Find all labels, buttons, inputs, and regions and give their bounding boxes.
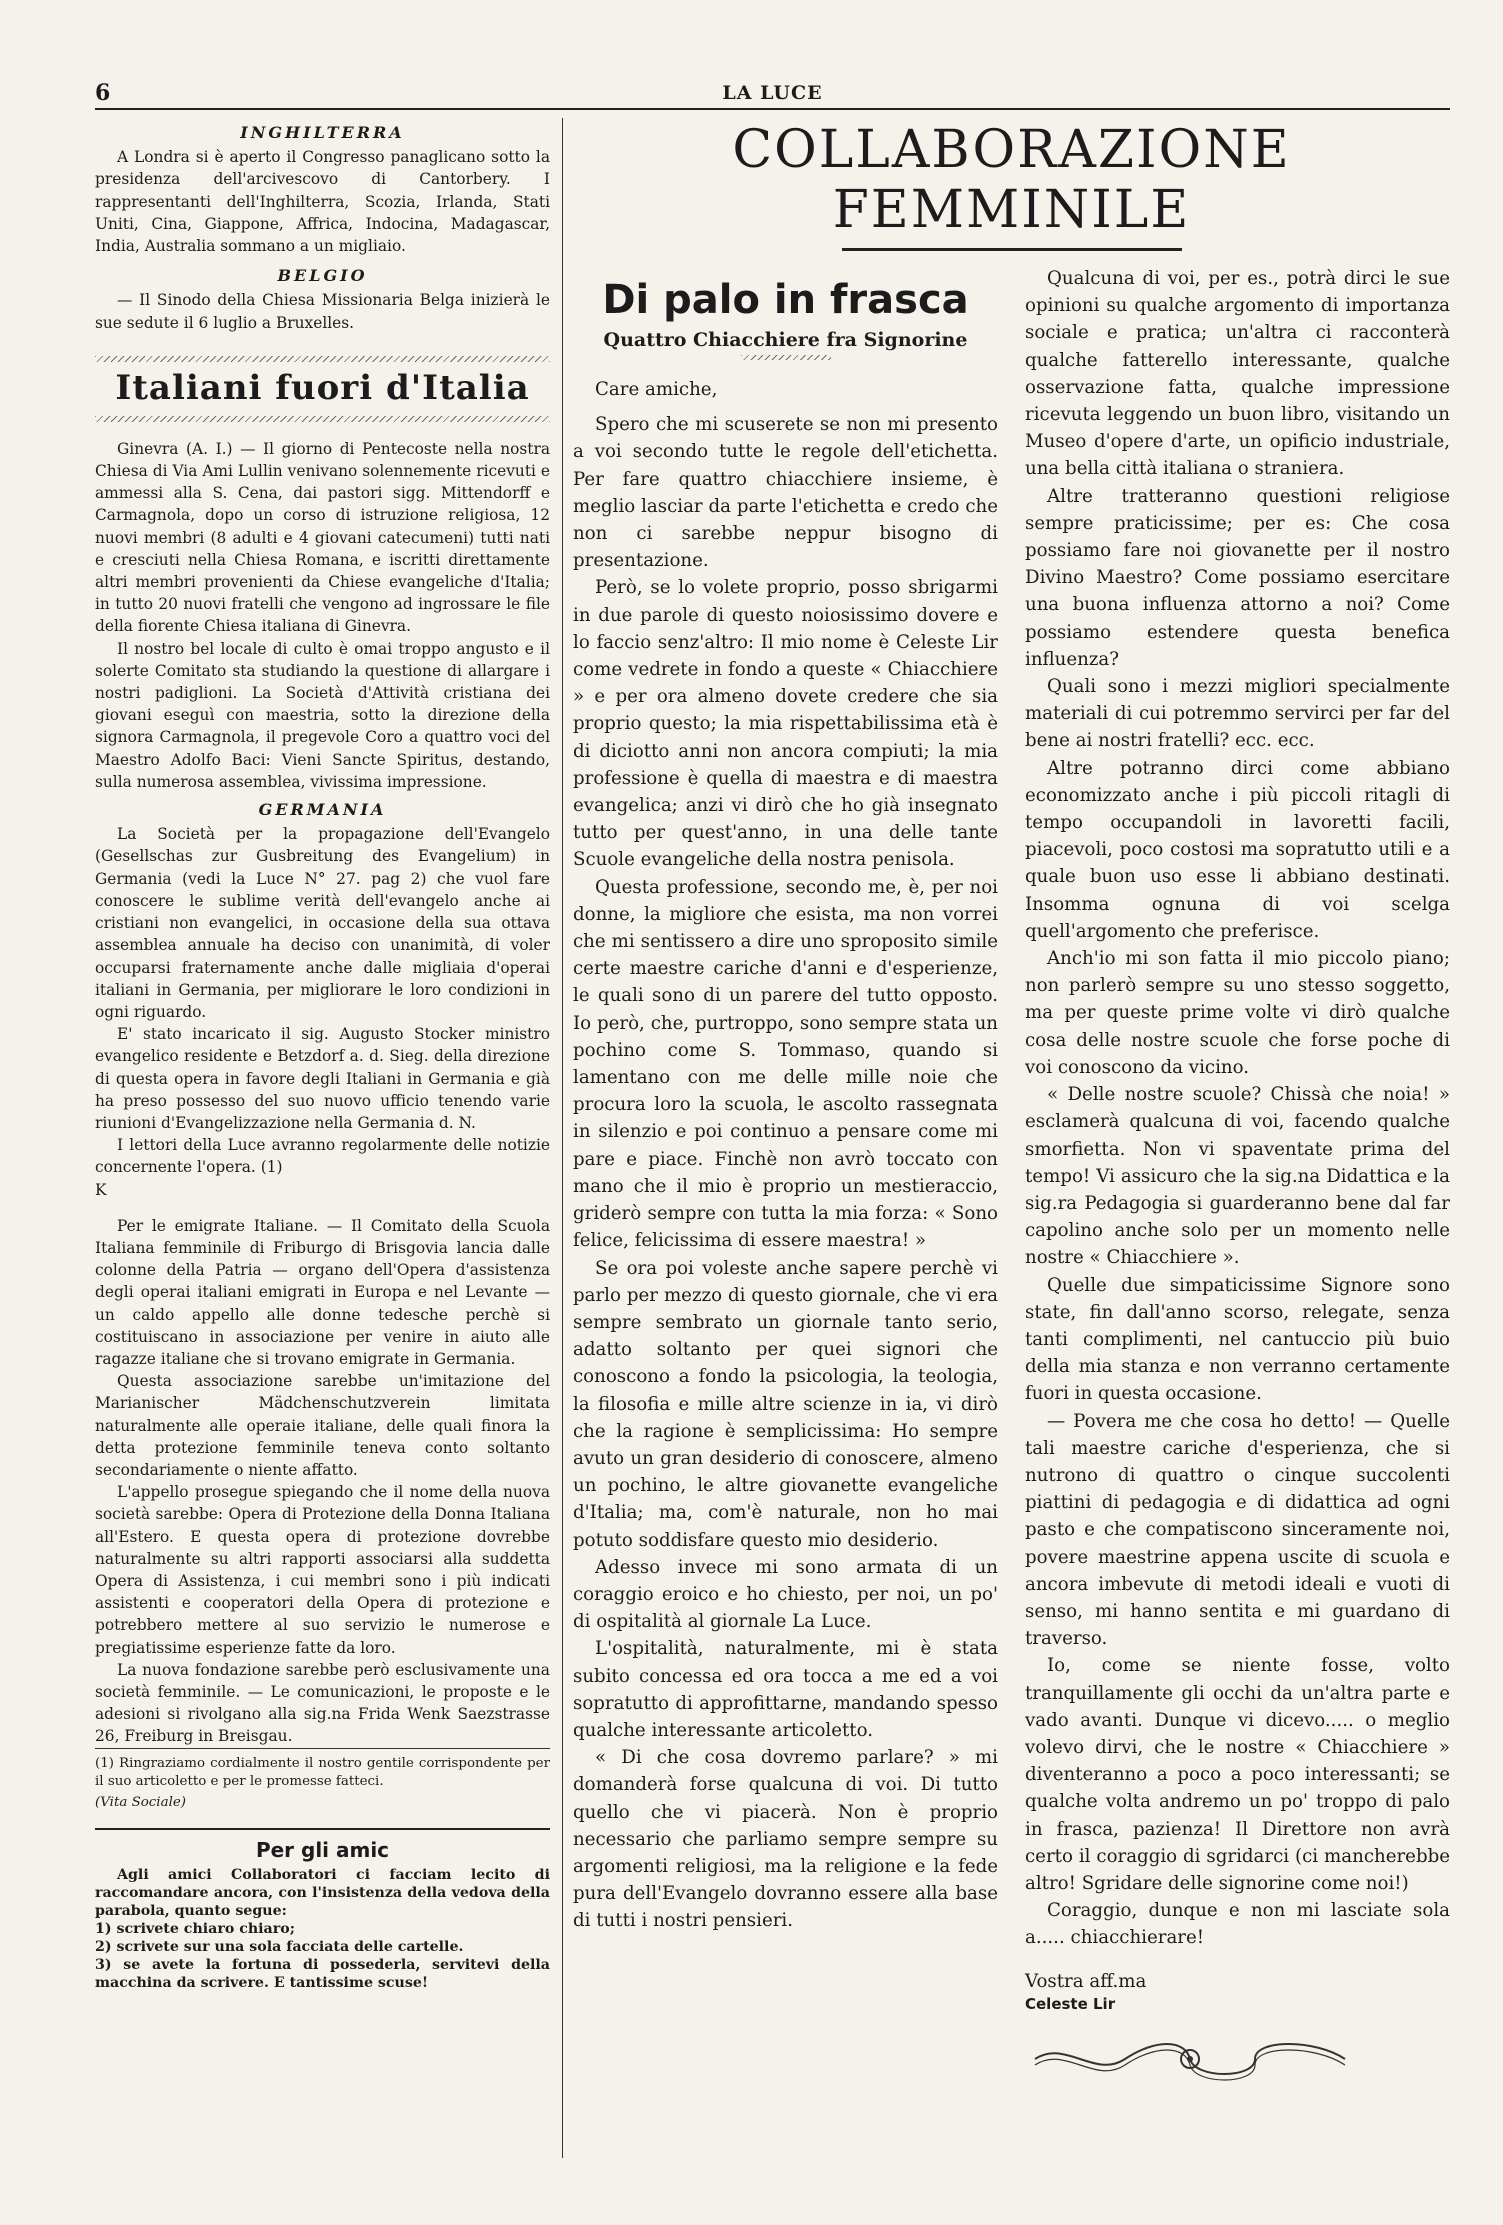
page-header	[95, 78, 1450, 110]
amici-intro: Agli amici Collaboratori ci facciam lecito di raccomandare ancora, con l'insistenza della vedova della parabola, quanto segue:	[95, 1867, 550, 1919]
ginevra-paragraph: Ginevra (A. I.) — Il giorno di Pentecoste nella nostra Chiesa di Via Ami Lullin venivano solennemente ricevuti e ammessi alla S. Cena, dai pastori sigg. Mittendorff e Carmagnola, dopo un corso di istruzione religiosa, 12 nuovi membri (8 adulti e 4 giovani catecumeni) tutti nati e cresciuti nella Chiesa Romana, e iscritti direttamente altri membri provenienti da Chiese evangeliche d'Italia; in tutto 20 nuovi fratelli che vengono ad ingrossare le file della fiorente Chiesa italiana di Ginevra.	[95, 439, 550, 636]
article-paragraph: « Di che cosa dovremo parlare? » mi domanderà forse qualcuna di voi. Di tutto quello che vi piacerà. Non è proprio necessario che parliamo sempre sempre su argomenti religiosi, ma la religione e la fede pura dell'Evangelo dovranno essere alla base di tutti i nostri pensieri.	[573, 1747, 998, 1932]
article-title: Di palo in frasca	[602, 277, 969, 323]
emigrate-paragraph: Questa associazione sarebbe un'imitazione del Marianischer Mädchenschutzverein limitata naturalmente alle operaie italiane, delle quali finora la detta protezione femminile teneva conto soltanto secondariamente o niente affatto.	[95, 1372, 550, 1479]
article-columns	[573, 265, 1450, 2225]
column-rule	[562, 118, 563, 2158]
emigrate-paragraph: La nuova fondazione sarebbe però esclusivamente una società femminile. — Le comunicazioni, le proposte e le adesioni si rivolgano alla sig.na Frida Wenk Saezstrasse 26, Freiburg in Breisgau.	[95, 1660, 550, 1746]
wavy-divider	[741, 355, 831, 360]
newspaper-page	[95, 78, 1450, 2158]
article-paragraph: « Delle nostre scuole? Chissà che noia! » esclamerà qualcuna di voi, facendo qualche smorfietta. Non vi spaventate prima del tempo! Vi assicuro che la sig.na Didattica e la sig.ra Pedagogia si guarderanno bene dal far capolino anche solo per un momento nelle nostre « Chiacchiere ».	[1025, 1084, 1450, 1269]
article-paragraph: Coraggio, dunque e non mi lasciate sola a..... chiacchierare!	[1025, 1900, 1450, 1949]
title-rule	[842, 248, 1182, 251]
wavy-divider	[95, 356, 550, 362]
article-paragraph: Però, se lo volete proprio, posso sbrigarmi in due parole di questo noiosissimo dovere e lo faccio senz'altro: Il mio nome è Celeste Lir come vedrete in fondo a queste « Chiacchiere » e per ora almeno dovete credere che sia proprio questo; la mia rispettabilissima età è di diciotto anni non ancora compiuti; la mia professione è quella di maestra e di maestra evangelica; anzi vi dirò che ho già insegnato tutto per quest'anno, in una delle tante Scuole evangeliche della nostra penisola.	[573, 577, 998, 871]
article-paragraph: Altre potranno dirci come abbiano economizzato anche i più piccoli ritagli di tempo occupandoli in lavoretti facili, piacevoli, poco costosi ma sopratutto utili e a quale buon uso esse li abbiano destinati. Insomma ognuna di voi scelga quell'argomento che preferisce.	[1025, 757, 1450, 942]
amici-heading: Per gli amic	[95, 1828, 550, 1862]
author-signature: Celeste Lir	[1025, 1994, 1116, 2013]
section-title-inghilterra: INGHILTERRA	[240, 123, 405, 142]
article-paragraph: Adesso invece mi sono armata di un coraggio eroico e ho chiesto, per noi, un po' di ospitalità al giornale La Luce.	[573, 1556, 998, 1633]
article-paragraph: L'ospitalità, naturalmente, mi è stata subito concessa ed ora tocca a me ed a voi sopratutto di approfittarne, mandando spesso qualche interessante articoletto.	[573, 1638, 998, 1741]
germania-paragraph: I lettori della Luce avranno regolarmente delle notizie concernente l'opera. (1)	[95, 1136, 550, 1177]
article-paragraph: Qualcuna di voi, per es., potrà dirci le sue opinioni su qualche argomento di importanza sociale e pratica; un'altra ci racconterà qualche fatterello interessante, qualche osservazione fatta, qualche impressione ricevuta leggendo un buon libro, visitando un Museo d'opere d'arte, un opificio industriale, una bella città italiana o straniera.	[1025, 268, 1450, 480]
article-paragraph: Spero che mi scuserete se non mi presento a voi secondo tutte le regole dell'etichetta. Per fare quattro chiacchiere insieme, è meglio lasciar da parte l'etichetta e credo che non ci sarebbe neppur bisogno di presentazione.	[573, 414, 998, 572]
amici-item: 2) scrivete sur una sola facciata delle cartelle.	[95, 1939, 464, 1955]
belgio-text: — Il Sinodo della Chiesa Missionaria Belga inizierà le sue sedute il 6 luglio a Bruxelles.	[95, 291, 550, 332]
inghilterra-text: A Londra si è aperto il Congresso panaglicano sotto la presidenza dell'arcivescovo di Cantorbery. I rappresentanti dell'Inghilterra, Scozia, Irlanda, Stati Uniti, Cina, Giappone, Affrica, Indocina, Madagascar, India, Australia sommano a un migliaio.	[95, 148, 550, 256]
left-column	[95, 120, 550, 1992]
wavy-divider	[95, 416, 550, 422]
article-paragraph: Se ora poi voleste anche sapere perchè vi parlo per mezzo di questo giornale, che vi era sempre sembrato un giornale tanto serio, adatto soltanto per quei signori che conoscono a fondo la psicologia, la teologia, la filosofia e mille altre scienze in ia, vi dirò che la ragione è semplicissima: Ho sempre avuto un gran desiderio di conoscere, almeno un pochino, le altre giovanette evangeliche d'Italia; ma, com'è naturale, non ho mai potuto soddisfare questo mio desiderio.	[573, 1257, 998, 1551]
emigrate-paragraph: Per le emigrate Italiane. — Il Comitato della Scuola Italiana femminile di Friburgo di Brisgovia lancia dalle colonne della Patria — organo dell'Opera d'assistenza degli operai italiani emigrati in Europa e nel Levante — un caldo appello alle donne tedesche perchè si costituiscano in associazione per venire in aiuto alle ragazze italiane che si trovano emigrate in Germania.	[95, 1216, 550, 1368]
article-column-2	[1025, 265, 1450, 2091]
article-paragraph: Questa professione, secondo me, è, per noi donne, la migliore che esista, ma non vorrei che mi sentissero a dire uno sproposito simile certe maestre cariche d'anni e d'esperienze, le quali sono di un parere del tutto opposto. Io però, che, purtroppo, sono sempre stata un pochino come S. Tommaso, quando si lamentano con me delle mille noie che procura loro la scuola, le ascolto rassegnata in silenzio e poi continuo a pensare come mi pare e piace. Finchè non avrò toccato con mano che il mio è proprio un mestieraccio, griderò sempre con tutta la mia forza: « Sono felice, felicissima di essere maestra! »	[573, 876, 998, 1252]
article-subtitle: Quattro Chiacchiere fra Signorine	[603, 329, 968, 351]
closing-line: Vostra aff.ma	[1025, 1970, 1147, 1992]
germania-signature: K	[95, 1180, 107, 1199]
ornament-divider-icon	[1025, 2035, 1355, 2083]
section-title-belgio: BELGIO	[277, 266, 368, 286]
emigrate-paragraph: L'appello prosegue spiegando che il nome della nuova società sarebbe: Opera di Protezione della Donna Italiana all'Estero. E questa opera di protezione dovrebbe naturalmente su altri rapporti associarsi alla suddetta Opera di Assistenza, i cui membri sono i più indicati assistenti e cooperatori della Opera di protezione e potrebbero mettere al suo servizio le numerose e pregiatissime esperienze fatte da loro.	[95, 1483, 550, 1657]
amici-item: 3) se avete la fortuna di possederla, servitevi della macchina da scrivere. E tantissime scuse!	[95, 1957, 550, 1991]
article-paragraph: Care amiche,	[595, 379, 718, 400]
amici-item: 1) scrivete chiaro chiaro;	[95, 1921, 295, 1937]
article-paragraph: Quali sono i mezzi migliori specialmente materiali di cui potremmo servirci per far del bene ai nostri fratelli? ecc. ecc.	[1025, 676, 1450, 752]
section-main-title: COLLABORAZIONE FEMMINILE	[732, 120, 1291, 240]
right-section	[573, 120, 1450, 2225]
footnote-source: (Vita Sociale)	[95, 1794, 186, 1810]
footnote: (1) Ringraziamo cordialmente il nostro gentile corrispondente per il suo articoletto e per le promesse fatteci.	[95, 1748, 550, 1792]
italiani-heading: Italiani fuori d'Italia	[115, 367, 530, 408]
section-title-germania: GERMANIA	[258, 800, 387, 820]
germania-paragraph: La Società per la propagazione dell'Evangelo (Gesellschas zur Gusbreitung des Evangelium) in Germania (vedi la Luce N° 27. pag 2) che vuol fare conoscere le sublime verità dell'evangelo anche ai cristiani non evangelici, in occasione della sua ottava assemblea annuale ha deciso con unanimità, di voler occuparsi fraternamente anche dalle migliaia d'operai italiani in Germania, per migliorare le loro condizioni in ogni riguardo.	[95, 825, 550, 1021]
germania-paragraph: E' stato incaricato il sig. Augusto Stocker ministro evangelico residente e Betzdorf a. d. Sieg. della direzione di questa opera in favore degli Italiani in Germania e già ha preso possesso del suo nuovo ufficio tenendo varie riunioni d'Evangelizzazione nella Germania d. N.	[95, 1025, 550, 1132]
article-column-1	[573, 265, 998, 1935]
article-paragraph: Altre tratteranno questioni religiose sempre praticissime; per es: Che cosa possiamo fare noi giovanette per il nostro Divino Maestro? Come possiamo esercitare una buona influenza attorno a noi? Come possiamo estendere questa benefica influenza?	[1025, 485, 1450, 670]
article-paragraph: Io, come se niente fosse, volto tranquillamente gli occhi da un'altra parte e vado avanti. Dunque vi dicevo..... o meglio volevo dirvi, che le nostre « Chiacchiere » diventeranno a poco a poco interessanti; se qualche volta andremo un po' troppo di palo in frasca, pazienza! Il Direttore non avrà certo il coraggio di sgridarci (ci mancherebbe altro! Sgridare delle signorine come noi!)	[1025, 1655, 1450, 1894]
ginevra-paragraph: Il nostro bel locale di culto è omai troppo angusto e il solerte Comitato sta studiando la questione di allargare i nostri padiglioni. La Società d'Attività cristiana dei giovani eseguì con maestria, sotto la direzione della signora Carmagnola, il pregevole Coro a quattro voci del Maestro Adolfo Baci: Vieni Sancte Spiritus, destando, sulla numerosa assemblea, vivissima impressione.	[95, 639, 550, 791]
article-paragraph: Anch'io mi son fatta il mio piccolo piano; non parlerò sempre su uno stesso soggetto, ma per queste prime volte vi dirò qualche cosa delle nostre scuole che forse poche di voi conoscono da vicino.	[1025, 948, 1450, 1078]
article-paragraph: Quelle due simpaticissime Signore sono state, fin dall'anno scorso, relegate, senza tanti complimenti, nel cantuccio più buio della mia stanza e non verranno certamente fuori in questa occasione.	[1025, 1274, 1450, 1405]
article-paragraph: — Povera me che cosa ho detto! — Quelle tali maestre cariche d'esperienza, che si nutrono di quattro o cinque succolenti piattini di pedagogia e di didattica ad ogni pasto e che compatiscono sinceramente noi, povere maestrine appena uscite di scuola e ancora imbevute di metodi ideali e vuoti di senso, mi hanno sentita e mi guardano di traverso.	[1025, 1410, 1450, 1650]
newspaper-title: LA LUCE	[722, 82, 823, 104]
page-number: 6	[95, 80, 111, 106]
